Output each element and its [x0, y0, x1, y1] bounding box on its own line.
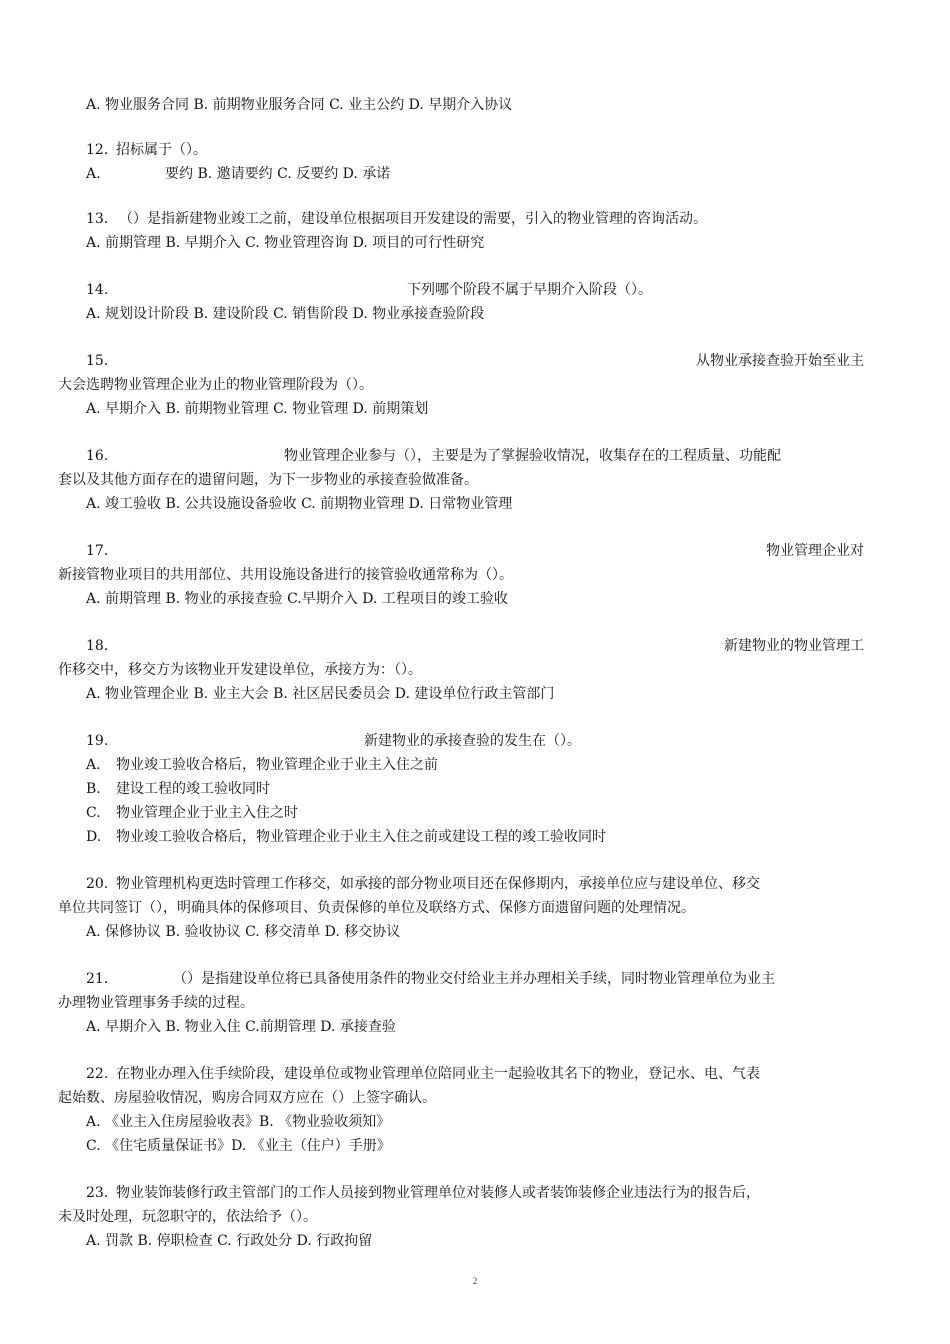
- q16-number: 16.: [86, 448, 109, 464]
- q13-options: A. 前期管理 B. 早期介入 C. 物业管理咨询 D. 项目的可行性研究: [86, 235, 485, 251]
- q14-stem: 下列哪个阶段不属于早期介入阶段（）。: [407, 282, 652, 298]
- q19-choice-d-letter: D.: [86, 829, 102, 845]
- page-number: 2: [472, 1276, 478, 1286]
- q17-stem-line1: 物业管理企业对: [766, 543, 864, 559]
- q20-stem-line2: 单位共同签订（），明确具体的保修项目、负责保修的单位及联络方式、保修方面遗留问题的处理情况。: [58, 900, 695, 916]
- q21-stem-line1: （）是指建设单位将已具备使用条件的物业交付给业主并办理相关手续，同时物业管理单位为业主: [173, 971, 775, 987]
- q18-number: 18.: [86, 638, 109, 654]
- q15-number: 15.: [86, 353, 109, 369]
- q15-options: A. 早期介入 B. 前期物业管理 C. 物业管理 D. 前期策划: [86, 401, 429, 417]
- q17-stem-line2: 新接管物业项目的共用部位、共用设施设备进行的接管验收通常称为（）。: [58, 567, 513, 583]
- q15-stem-line2: 大会选聘物业管理企业为止的物业管理阶段为（）。: [58, 377, 373, 393]
- q19-choice-d-text: 物业竣工验收合格后，物业管理企业于业主入住之前或建设工程的竣工验收同时: [116, 829, 606, 845]
- q19-choice-c-letter: C.: [86, 805, 101, 821]
- q20-options: A. 保修协议 B. 验收协议 C. 移交清单 D. 移交协议: [86, 924, 401, 940]
- q21-stem-line2: 办理物业管理事务手续的过程。: [58, 995, 254, 1011]
- q23-stem-line2: 未及时处理，玩忽职守的，依法给予（）。: [58, 1209, 317, 1225]
- q12-stem: 招标属于（）。: [116, 142, 207, 158]
- q15-stem-line1: 从物业承接查验开始至业主: [696, 353, 864, 369]
- q22-stem-line2: 起始数、房屋验收情况，购房合同双方应在（）上签字确认。: [58, 1090, 436, 1106]
- q19-choice-a-text: 物业竣工验收合格后，物业管理企业于业主入住之前: [116, 757, 438, 773]
- q23-options: A. 罚款 B. 停职检查 C. 行政处分 D. 行政拘留: [86, 1233, 373, 1249]
- q22-stem-line1: 在物业办理入住手续阶段，建设单位或物业管理单位陪同业主一起验收其名下的物业，登记水、电、气表: [116, 1066, 760, 1082]
- q11-options: A. 物业服务合同 B. 前期物业服务合同 C. 业主公约 D. 早期介入协议: [86, 97, 513, 113]
- q16-stem-line2: 套以及其他方面存在的遗留问题，为下一步物业的承接查验做准备。: [58, 472, 478, 488]
- q19-number: 19.: [86, 733, 109, 749]
- q18-stem-line2: 作移交中，移交方为该物业开发建设单位，承接方为：（）。: [58, 662, 422, 678]
- q21-options: A. 早期介入 B. 物业入住 C.前期管理 D. 承接查验: [86, 1019, 396, 1035]
- q22-options-line1: A. 《业主入住房屋验收表》B. 《物业验收须知》: [86, 1114, 391, 1130]
- q23-number: 23.: [86, 1185, 109, 1201]
- q13-stem: （）是指新建物业竣工之前，建设单位根据项目开发建设的需要，引入的物业管理的咨询活动。: [119, 211, 707, 227]
- q19-choice-a-letter: A.: [86, 757, 101, 773]
- q14-number: 14.: [86, 282, 109, 298]
- q17-options: A. 前期管理 B. 物业的承接查验 C.早期介入 D. 工程项目的竣工验收: [86, 591, 508, 607]
- q14-options: A. 规划设计阶段 B. 建设阶段 C. 销售阶段 D. 物业承接查验阶段: [86, 306, 485, 322]
- q19-choice-b-text: 建设工程的竣工验收同时: [116, 781, 270, 797]
- q22-options-line2: C. 《住宅质量保证书》D. 《业主（住户）手册》: [86, 1138, 391, 1154]
- q12-number: 12．: [86, 142, 118, 158]
- q19-choice-b-letter: B.: [86, 781, 101, 797]
- q16-options: A. 竣工验收 B. 公共设施设备验收 C. 前期物业管理 D. 日常物业管理: [86, 496, 513, 512]
- q19-stem: 新建物业的承接查验的发生在（）。: [364, 733, 581, 749]
- q16-stem-line1: 物业管理企业参与（），主要是为了掌握验收情况，收集存在的工程质量、功能配: [284, 448, 781, 464]
- q22-number: 22.: [86, 1066, 109, 1082]
- q19-choice-c-text: 物业管理企业于业主入住之时: [116, 805, 298, 821]
- q17-number: 17.: [86, 543, 109, 559]
- q20-stem-line1: 物业管理机构更迭时管理工作移交，如承接的部分物业项目还在保修期内，承接单位应与建设单位、移交: [116, 876, 760, 892]
- q18-stem-line1: 新建物业的物业管理工: [724, 638, 864, 654]
- q18-options: A. 物业管理企业 B. 业主大会 B. 社区居民委员会 D. 建设单位行政主管部门: [86, 686, 555, 702]
- q12-option-a-label: A.: [86, 166, 101, 182]
- q23-stem-line1: 物业装饰装修行政主管部门的工作人员接到物业管理单位对装修人或者装饰装修企业违法行为的报告后，: [116, 1185, 760, 1201]
- q13-number: 13．: [86, 211, 118, 227]
- q21-number: 21.: [86, 971, 109, 987]
- q12-options: 要约 B. 邀请要约 C. 反要约 D. 承诺: [165, 166, 391, 182]
- q20-number: 20.: [86, 876, 109, 892]
